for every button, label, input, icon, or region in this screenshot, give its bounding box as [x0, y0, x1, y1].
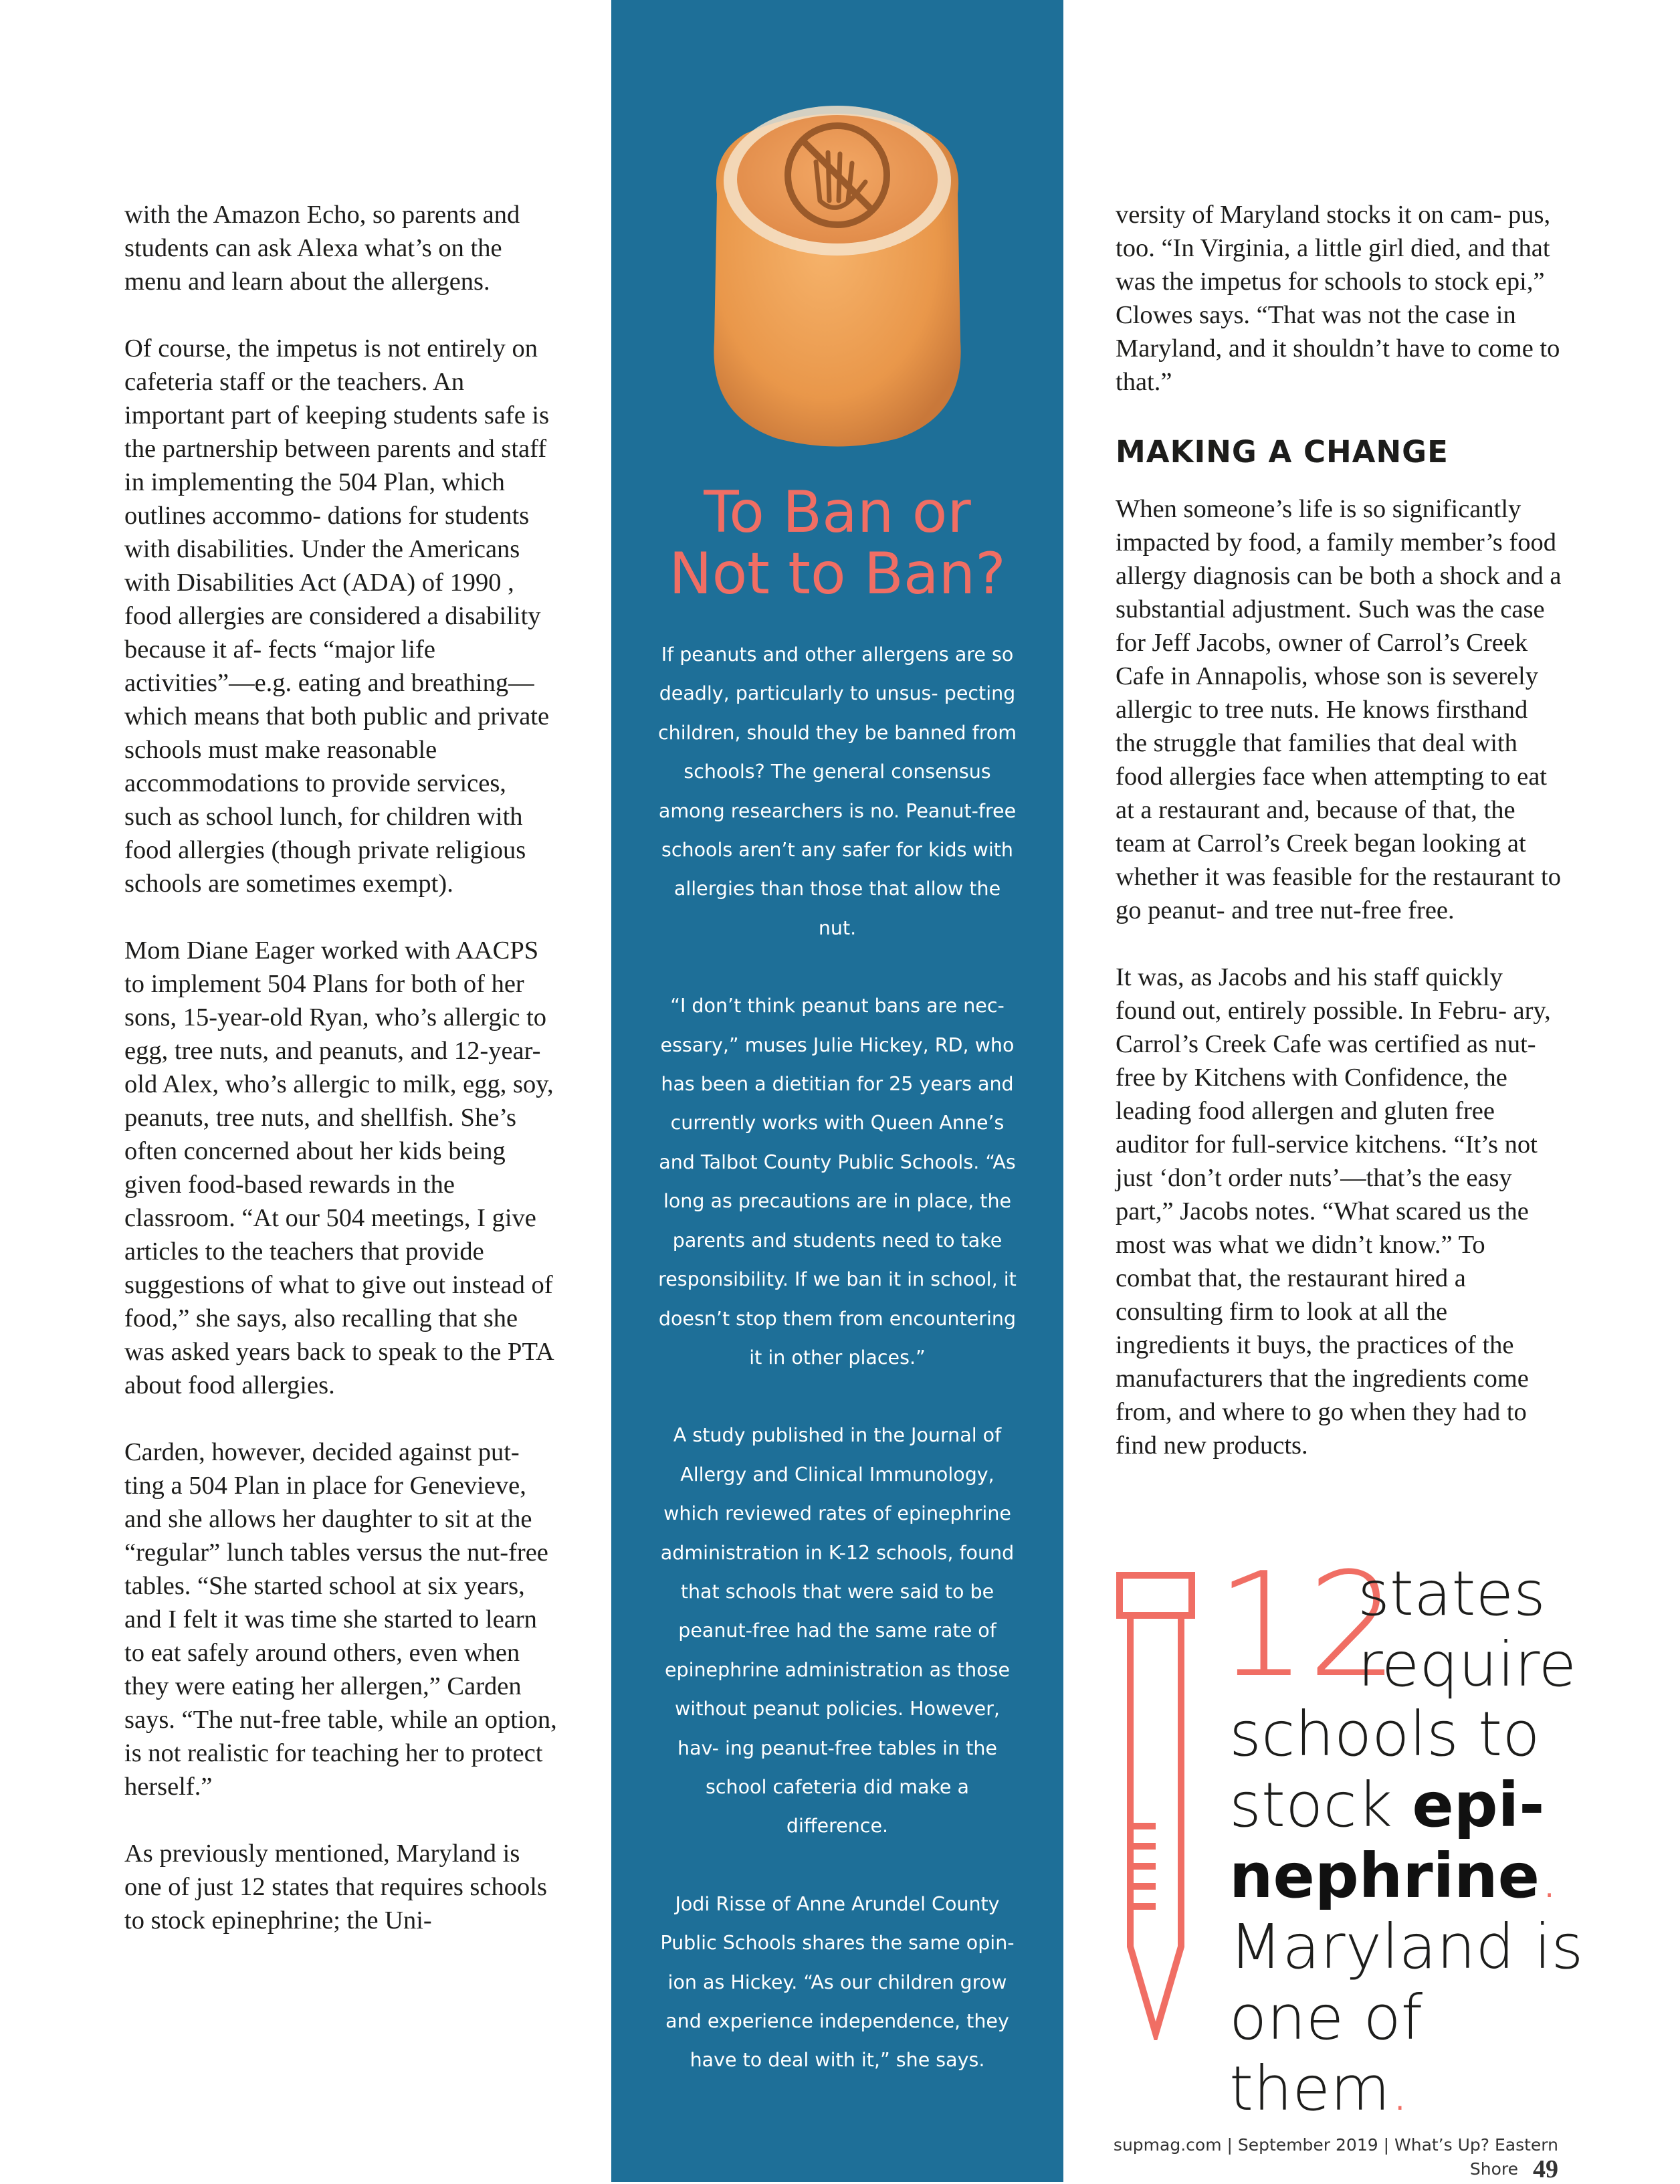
right-paragraph: versity of Maryland stocks it on cam- pus, too. “In Virginia, a little girl died, and that was the impetus for schools to stock epi,” Clowes says. “That was not the case in Maryland, and it shouldn’t have to come to that.” — [1116, 201, 1560, 396]
callout-number: 12 — [1216, 1541, 1399, 1709]
left-paragraph: Carden, however, decided against put- ting a 504 Plan in place for Genevieve, and she allows her daughter to sit at the “regular” lunch tables versus the nut-free tables. “She started school at six years, and I felt it was time she started to learn to eat safely around others, even when they were eating her allergen,” Carden says. “The nut-free table, while an option, is not realistic for teaching her to protect herself.” — [124, 1438, 557, 1801]
left-paragraph: As previously mentioned, Maryland is one of just 12 states that requires schools to stock epinephrine; the Uni- — [124, 1840, 547, 1934]
left-paragraph: Mom Diane Eager worked with AACPS to implement 504 Plans for both of her sons, 15-year-old Ryan, who’s allergic to egg, tree nuts, and peanuts, and 12-year-old Alex, who’s allergic to milk, egg, soy, peanuts, tree nuts, and shellfish. She’s often concerned about her kids being given food-based rewards in the classroom. “At our 504 meetings, I give articles to the teachers that provide suggestions of what to give out instead of food,” she says, also recalling that she was asked years back to speak to the PTA about food allergies. — [124, 936, 554, 1399]
section-heading: MAKING A CHANGE — [1116, 434, 1449, 470]
sidebar-paragraph: “I don’t think peanut bans are nec- essary,” muses Julie Hickey, RD, who has been a dietitian for 25 years and currently works with Queen Anne’s and Talbot County Public Schools. “As long as precautions are in place, the parents and students need to take responsibility. If we ban it in school, it doesn’t stop them from encountering it in other places.” — [658, 995, 1017, 1369]
footer-separator: | — [1383, 2135, 1390, 2155]
callout-bold-word: epi- — [1412, 1769, 1545, 1841]
right-column — [1116, 198, 1562, 1496]
sidebar-body — [653, 635, 1022, 2119]
callout-line — [1229, 1983, 1590, 2124]
callout-top-lines — [1358, 1559, 1578, 1700]
sidebar-paragraph: If peanuts and other allergens are so deadly, particularly to unsus- pecting children, should they be banned from schools? The general consensus among researchers is no. Peanut-free schools aren’t any safer for kids with allergies than those that allow the nut. — [657, 643, 1017, 939]
callout-line: Maryland is — [1229, 1911, 1584, 1983]
callout-bold-word: nephrine — [1229, 1840, 1540, 1912]
callout-word: one of them — [1229, 1982, 1423, 2124]
callout-rest-lines — [1229, 1699, 1590, 2124]
sidebar-title-line: To Ban or — [704, 479, 971, 546]
callout-word: stock — [1229, 1769, 1393, 1841]
callout-line — [1229, 1770, 1590, 1841]
footer-separator: | — [1227, 2135, 1233, 2155]
callout-line: require — [1358, 1629, 1577, 1700]
page-footer — [1063, 2135, 1558, 2184]
sidebar-paragraph: A study published in the Journal of Allergy and Clinical Immunology, which reviewed rates of epinephrine administration in K-12 schools, found that schools that were said to be peanut-free had the same rate of epinephrine administration as those without peanut policies. However, hav- ing peanut-free tables in the school cafeteria did make a difference. — [660, 1424, 1015, 1838]
sidebar-title — [611, 479, 1063, 607]
callout-line — [1229, 1841, 1590, 1912]
epinephrine-tube-icon — [1116, 1572, 1196, 2040]
footer-issue: September 2019 — [1237, 2135, 1378, 2155]
footer-site: supmag.com — [1113, 2135, 1222, 2155]
callout-period: . — [1540, 1840, 1560, 1912]
sidebar-paragraph: Jodi Risse of Anne Arundel County Public Schools shares the same opin- ion as Hickey. “As our children grow and experience independence, they have to deal with it,” she says. — [660, 1892, 1015, 2072]
callout-line: schools to — [1229, 1698, 1540, 1770]
right-paragraph: When someone’s life is so significantly impacted by food, a family member’s food allergy diagnosis can be both a shock and a substantial adjustment. Such was the case for Jeff Jacobs, owner of Carrol’s Creek Cafe in Annapolis, whose son is severely allergic to tree nuts. He knows firsthand the struggle that families that deal with food allergies face when attempting to eat at a restaurant and, because of that, the team at Carrol’s Creek began looking at whether it was feasible for the restaurant to go peanut- and tree nut-free free. — [1116, 495, 1562, 924]
footer-magazine: What’s Up? Eastern Shore — [1394, 2135, 1558, 2179]
left-column — [124, 198, 559, 1971]
epinephrine-callout — [1116, 1541, 1584, 2124]
sidebar-title-line: Not to Ban? — [669, 540, 1006, 607]
right-paragraph: It was, as Jacobs and his staff quickly found out, entirely possible. In Febru- ary, Carrol’s Creek Cafe was certified as nut-free by Kitchens with Confidence, the leading food allergen and gluten free auditor for full-service kitchens. “It’s not just ‘don’t order nuts’—that’s the easy part,” Jacobs notes. “What scared us the most was what we didn’t know.” To combat that, the restaurant hired a consulting firm to look at all the ingredients it buys, the practices of the manufacturers that the ingredients come from, and where to go when they had to find new products. — [1116, 963, 1551, 1460]
callout-period: . — [1390, 2053, 1410, 2124]
callout-line: states — [1358, 1558, 1546, 1629]
sidebar-panel — [611, 0, 1063, 2182]
left-paragraph: Of course, the impetus is not entirely on cafeteria staff or the teachers. An important part of keeping students safe is the partnership between parents and staff in implementing the 504 Plan, which outlines accommo- dations for students with disabilities. Under the Americans with Disabilities Act (ADA) of 1990 , food allergies are considered a disability because it af- fects “major life activities”—e.g. eating and breathing—which means that both public and private schools must make reasonable accommodations to provide services, such as school lunch, for children with food allergies (though private religious schools are sometimes exempt). — [124, 334, 550, 898]
peanut-butter-jar-icon — [698, 100, 976, 448]
left-paragraph: with the Amazon Echo, so parents and students can ask Alexa what’s on the menu and learn about the allergens. — [124, 201, 520, 296]
page-number: 49 — [1533, 2155, 1558, 2183]
